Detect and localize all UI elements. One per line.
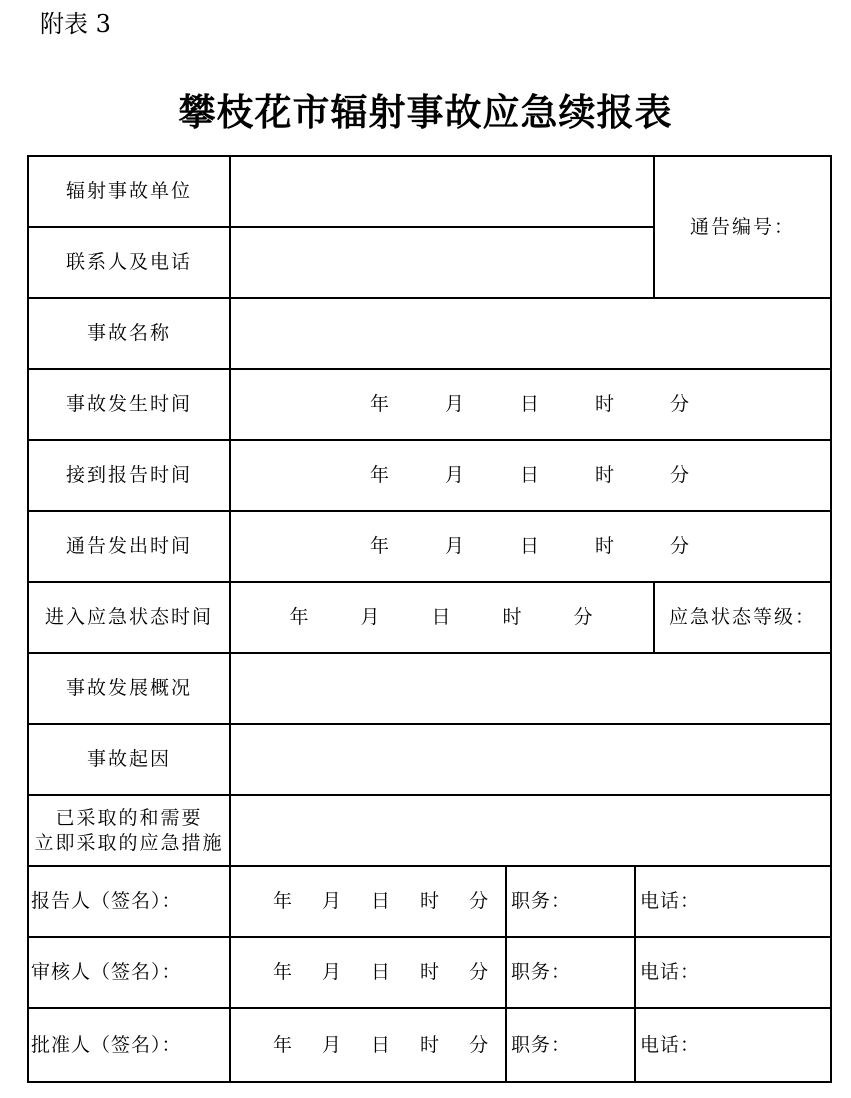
minute-unit: 分	[469, 961, 491, 984]
year-unit: 年	[369, 535, 391, 558]
receive-time-field[interactable]	[230, 440, 831, 511]
occur-time-field[interactable]	[230, 369, 831, 440]
minute-unit: 分	[469, 890, 491, 913]
page-title: 攀枝花市辐射事故应急续报表	[178, 90, 673, 134]
month-unit: 月	[322, 890, 344, 913]
hour-unit: 时	[420, 961, 442, 984]
month-unit: 月	[444, 393, 466, 416]
day-unit: 日	[431, 606, 453, 629]
emergency-time-label: 进入应急状态时间	[28, 582, 230, 653]
month-unit: 月	[444, 535, 466, 558]
approver-date-field[interactable]	[230, 1008, 506, 1082]
approver-phone-field[interactable]: 电话：	[635, 1008, 831, 1082]
report-form-table	[27, 155, 832, 1083]
accident-name-label: 事故名称	[28, 298, 230, 369]
month-unit: 月	[360, 606, 382, 629]
day-unit: 日	[371, 890, 393, 913]
accident-name-field[interactable]	[230, 298, 831, 369]
hour-unit: 时	[420, 890, 442, 913]
occur-time-label: 事故发生时间	[28, 369, 230, 440]
year-unit: 年	[273, 890, 295, 913]
year-unit: 年	[273, 961, 295, 984]
unit-field[interactable]	[230, 156, 654, 227]
day-unit: 日	[520, 393, 542, 416]
measures-label-line2: 立即采取的应急措施	[34, 831, 224, 854]
year-unit: 年	[369, 464, 391, 487]
progress-label: 事故发展概况	[28, 653, 230, 724]
hour-unit: 时	[502, 606, 524, 629]
reviewer-date-field[interactable]	[230, 937, 506, 1008]
year-unit: 年	[273, 1033, 295, 1056]
day-unit: 日	[371, 961, 393, 984]
cause-label: 事故起因	[28, 724, 230, 795]
contact-field[interactable]	[230, 227, 654, 298]
day-unit: 日	[520, 464, 542, 487]
month-unit: 月	[322, 1033, 344, 1056]
measures-label-line1: 已采取的和需要	[55, 806, 203, 829]
notice-time-label: 通告发出时间	[28, 511, 230, 582]
approver-label: 批准人（签名）：	[28, 1008, 230, 1082]
hour-unit: 时	[420, 1033, 442, 1056]
hour-unit: 时	[595, 393, 617, 416]
reporter-phone-field[interactable]: 电话：	[635, 866, 831, 937]
progress-field[interactable]	[230, 653, 831, 724]
year-unit: 年	[369, 393, 391, 416]
minute-unit: 分	[573, 606, 595, 629]
reporter-position-field[interactable]: 职务：	[506, 866, 635, 937]
notice-number-field[interactable]: 通告编号：	[654, 156, 831, 298]
receive-time-label: 接到报告时间	[28, 440, 230, 511]
year-unit: 年	[289, 606, 311, 629]
reporter-label: 报告人（签名）：	[28, 866, 230, 937]
unit-label: 辐射事故单位	[28, 156, 230, 227]
reviewer-phone-field[interactable]: 电话：	[635, 937, 831, 1008]
minute-unit: 分	[469, 1033, 491, 1056]
reviewer-label: 审核人（签名）：	[28, 937, 230, 1008]
day-unit: 日	[371, 1033, 393, 1056]
month-unit: 月	[444, 464, 466, 487]
hour-unit: 时	[595, 535, 617, 558]
minute-unit: 分	[670, 535, 692, 558]
measures-field[interactable]	[230, 795, 831, 866]
reviewer-position-field[interactable]: 职务：	[506, 937, 635, 1008]
approver-position-field[interactable]: 职务：	[506, 1008, 635, 1082]
minute-unit: 分	[670, 393, 692, 416]
emergency-time-field[interactable]	[230, 582, 654, 653]
notice-time-field[interactable]	[230, 511, 831, 582]
month-unit: 月	[322, 961, 344, 984]
appendix-label: 附表 3	[40, 10, 111, 38]
hour-unit: 时	[595, 464, 617, 487]
minute-unit: 分	[670, 464, 692, 487]
contact-label: 联系人及电话	[28, 227, 230, 298]
reporter-date-field[interactable]	[230, 866, 506, 937]
cause-field[interactable]	[230, 724, 831, 795]
day-unit: 日	[520, 535, 542, 558]
emergency-level-field[interactable]: 应急状态等级：	[654, 582, 831, 653]
measures-label	[28, 795, 230, 866]
